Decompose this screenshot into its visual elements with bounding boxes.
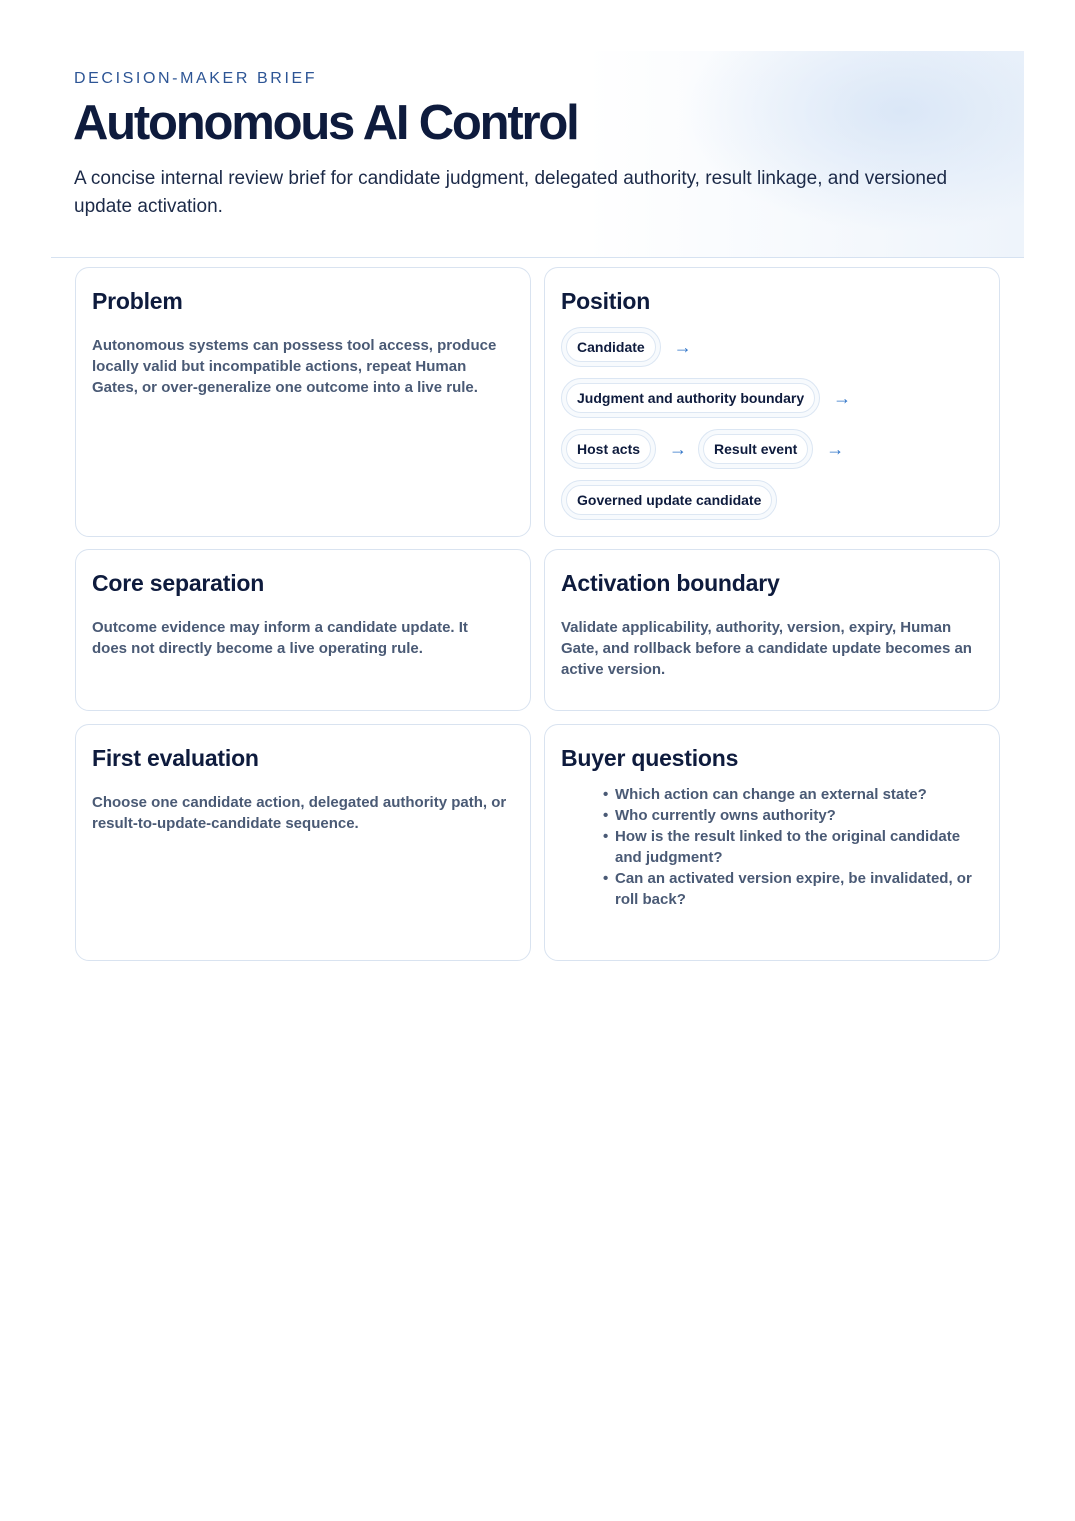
first-evaluation-title: First evaluation	[92, 745, 259, 771]
list-item: • How is the result linked to the original candidate and judgment?	[615, 826, 983, 868]
problem-title: Problem	[92, 288, 183, 314]
core-separation-body: Outcome evidence may inform a candidate update. It does not directly become a live operating rule.	[92, 619, 468, 657]
arrow-right-icon: →	[826, 439, 845, 459]
list-item: • Which action can change an external state?	[615, 784, 983, 805]
buyer-questions-list	[561, 784, 983, 910]
flow-step-judgment-boundary: Judgment and authority boundary	[561, 378, 820, 418]
flow-step-result-event: Result event	[698, 429, 813, 469]
eyebrow-label: DECISION-MAKER BRIEF	[74, 70, 318, 87]
list-item: • Who currently owns authority?	[615, 805, 983, 826]
arrow-right-icon: →	[673, 337, 692, 357]
core-separation-card	[75, 549, 531, 711]
brief-header	[51, 51, 1024, 258]
buyer-questions-title: Buyer questions	[561, 745, 739, 771]
problem-card	[75, 267, 531, 537]
page-title: Autonomous AI Control	[73, 96, 578, 150]
flow-step-candidate: Candidate	[561, 327, 661, 367]
flow-step-governed-update: Governed update candidate	[561, 480, 777, 520]
activation-boundary-title: Activation boundary	[561, 570, 780, 596]
page-lede: A concise internal review brief for candidate judgment, delegated authority, result linkage, and versioned update activation.	[74, 168, 948, 217]
position-card	[544, 267, 1000, 537]
core-separation-title: Core separation	[92, 570, 265, 596]
buyer-questions-card	[544, 724, 1000, 961]
activation-boundary-body: Validate applicability, authority, version, expiry, Human Gate, and rollback before a candidate update becomes an active version.	[561, 619, 972, 678]
arrow-right-icon: →	[669, 439, 688, 459]
flow-step-host-acts: Host acts	[561, 429, 656, 469]
activation-boundary-card	[544, 549, 1000, 711]
arrow-right-icon: →	[833, 388, 852, 408]
position-title: Position	[561, 288, 651, 314]
list-item: • Can an activated version expire, be invalidated, or roll back?	[615, 868, 983, 910]
problem-body: Autonomous systems can possess tool access, produce locally valid but incompatible actions, repeat Human Gates, or over-generalize one outcome into a live rule.	[92, 337, 497, 396]
first-evaluation-body: Choose one candidate action, delegated authority path, or result-to-update-candidate sequence.	[92, 794, 507, 832]
position-flow	[561, 327, 983, 520]
first-evaluation-card	[75, 724, 531, 961]
